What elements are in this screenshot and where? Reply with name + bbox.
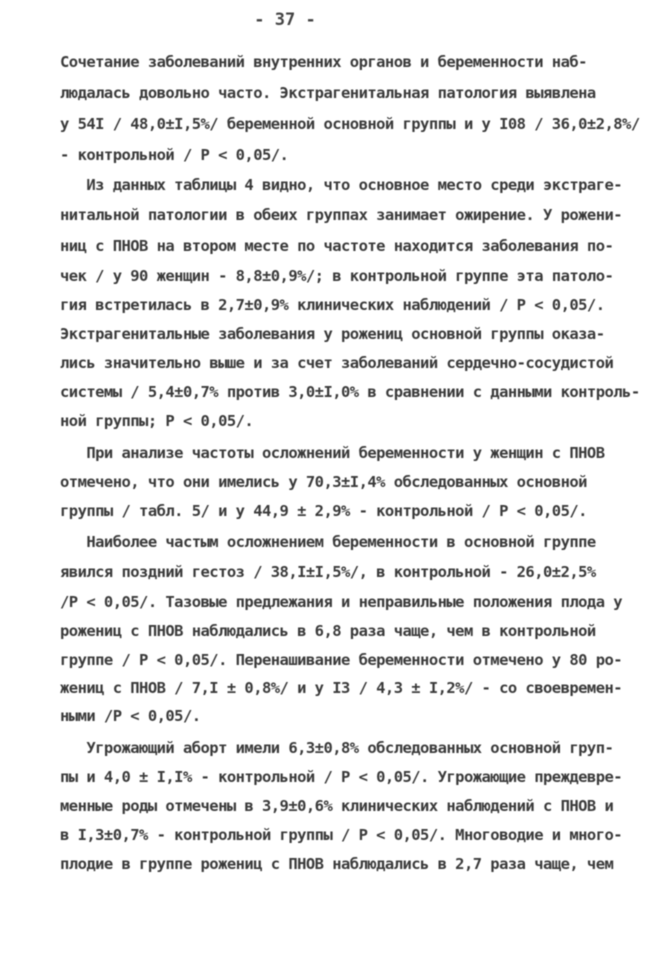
text-line: пы и 4,0 ± I,I% - контрольной / Р < 0,05/. Угрожающие преждевре- <box>60 768 623 786</box>
text-line: При анализе частоты осложнений беременности у женщин с ПНОВ <box>60 444 605 462</box>
text-line: рожениц с ПНОВ наблюдались в 6,8 раза чаще, чем в контрольной <box>60 622 596 640</box>
text-line: системы / 5,4±0,7% против 3,0±I,0% в сравнении с данными контроль- <box>60 383 640 401</box>
text-line: в I,3±0,7% - контрольной группы / Р < 0,05/. Многоводие и много- <box>60 826 623 844</box>
text-line: явился поздний гестоз / 38,I±I,5%/, в контрольной - 26,0±2,5% <box>60 563 596 581</box>
text-line: плодие в группе рожениц с ПНОВ наблюдались в 2,7 раза чаще, чем <box>60 855 614 873</box>
text-line: Наиболее частым осложнением беременности в основной группе <box>60 533 596 551</box>
text-line: менные роды отмечены в 3,9±0,6% клинических наблюдений с ПНОВ и <box>60 797 614 815</box>
text-line: ниц с ПНОВ на втором месте по частоте находится заболевания по- <box>60 237 614 255</box>
text-line: отмечено, что они имелись у 70,3±I,4% обследованных основной <box>60 473 587 491</box>
text-line: Из данных таблицы 4 видно, что основное место среди экстраге- <box>60 176 623 194</box>
text-line: Экстрагенитальные заболевания у рожениц основной группы оказа- <box>60 325 605 343</box>
text-line: лись значительно выше и за счет заболеваний сердечно-сосудистой <box>60 354 614 372</box>
text-line: Угрожающий аборт имели 6,3±0,8% обследованных основной груп- <box>60 739 614 757</box>
text-line: ной группы; Р < 0,05/. <box>60 412 254 430</box>
text-line: жениц с ПНОВ / 7,I ± 0,8%/ и у I3 / 4,3 ± I,2%/ - со своевремен- <box>60 679 623 697</box>
text-line: гия встретилась в 2,7±0,9% клинических наблюдений / Р < 0,05/. <box>60 296 605 314</box>
text-line: группе / Р < 0,05/. Перенашивание беременности отмечено у 80 ро- <box>60 651 623 669</box>
text-line: - контрольной / Р < 0,05/. <box>60 146 289 164</box>
text-line: группы / табл. 5/ и у 44,9 ± 2,9% - контрольной / Р < 0,05/. <box>60 502 587 520</box>
text-line: чек / у 90 женщин - 8,8±0,9%/; в контрольной группе эта патоло- <box>60 267 614 285</box>
text-line: нитальной патологии в обеих группах занимает ожирение. У рожени- <box>60 206 623 224</box>
text-line: /Р < 0,05/. Тазовые предлежания и неправильные положения плода у <box>60 593 623 611</box>
text-line: у 54I / 48,0±I,5%/ беременной основной группы и у I08 / 36,0±2,8%/ <box>60 115 640 133</box>
text-line: ными /Р < 0,05/. <box>60 707 201 725</box>
page-number: - 37 - <box>254 10 316 30</box>
text-line: Сочетание заболеваний внутренних органов и беременности наб- <box>60 53 587 71</box>
text-line: людалась довольно часто. Экстрагенитальная патология выявлена <box>60 84 596 102</box>
